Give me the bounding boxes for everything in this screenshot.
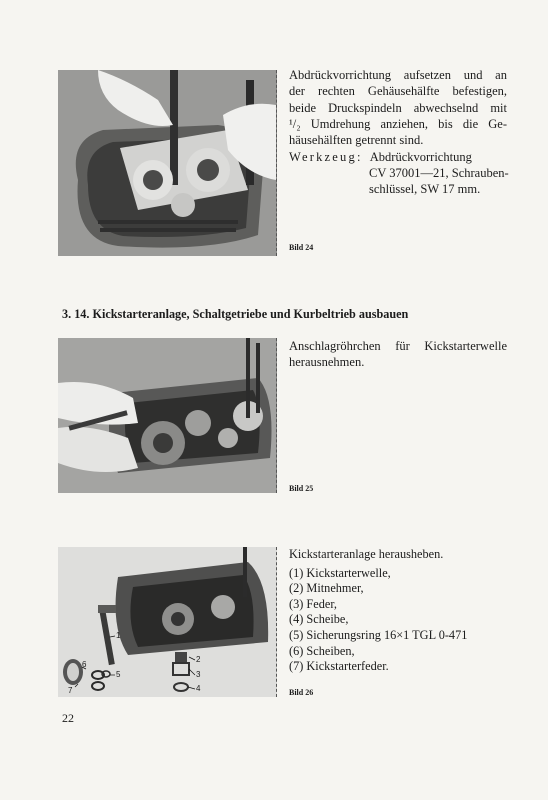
paragraph-line: der rechten Gehäusehälfte befestigen,	[289, 84, 507, 99]
paragraph-abdrueckvorrichtung	[289, 67, 507, 148]
list-item: (1) Kickstarterwelle,	[289, 565, 391, 580]
page-number: 22	[62, 711, 74, 725]
paragraph-line: ¹/₂ Umdrehung anziehen, bis die Ge-	[289, 116, 507, 131]
tool-block-continued	[369, 165, 519, 198]
photo-label-7: 7	[68, 686, 73, 695]
list-item: (4) Scheibe,	[289, 612, 349, 627]
photo-label-6: 6	[82, 660, 87, 669]
tool-block	[289, 149, 519, 165]
caption-bild-24: Bild 24	[289, 243, 314, 252]
photo-label-5: 5	[116, 670, 121, 679]
photo-bild-24	[58, 70, 277, 256]
list-item: (2) Mitnehmer,	[289, 581, 364, 596]
photo-bild-25	[58, 338, 277, 493]
list-item: (6) Scheiben,	[289, 643, 355, 658]
parts-list	[289, 547, 467, 675]
photo-label-3: 3	[196, 670, 201, 679]
photo-label-2: 2	[196, 655, 201, 664]
tool-label: Werkzeug:	[289, 150, 363, 164]
paragraph-line: Anschlagröhrchen für Kickstarterwelle	[289, 339, 507, 353]
list-intro: Kickstarteranlage herausheben.	[289, 547, 444, 561]
list-item: (5) Sicherungsring 16×1 TGL 0-471	[289, 627, 468, 642]
tool-line: Abdrückvorrichtung	[369, 150, 472, 164]
paragraph-line: beide Druckspindeln abwechselnd mit	[289, 100, 507, 115]
list-item: (7) Kickstarterfeder.	[289, 659, 389, 674]
paragraph-line: herausnehmen.	[289, 355, 365, 370]
caption-bild-26: Bild 26	[289, 688, 314, 697]
paragraph-line: Abdrückvorrichtung aufsetzen und an	[289, 68, 507, 82]
tool-line: CV 37001—21, Schrauben-	[369, 166, 509, 180]
list-item: (3) Feder,	[289, 596, 337, 611]
photo-label-1: 1	[116, 631, 121, 640]
paragraph-line: häusehälften getrennt sind.	[289, 133, 424, 148]
caption-bild-25: Bild 25	[289, 484, 314, 493]
photo-label-4: 4	[196, 684, 201, 693]
section-heading: 3. 14. Kickstarteranlage, Schaltgetriebe und Kurbeltrieb ausbauen	[62, 307, 409, 321]
paragraph-anschlagroehrchen	[289, 338, 507, 371]
tool-line: schlüssel, SW 17 mm.	[369, 182, 481, 197]
photo-bild-26	[58, 547, 277, 697]
